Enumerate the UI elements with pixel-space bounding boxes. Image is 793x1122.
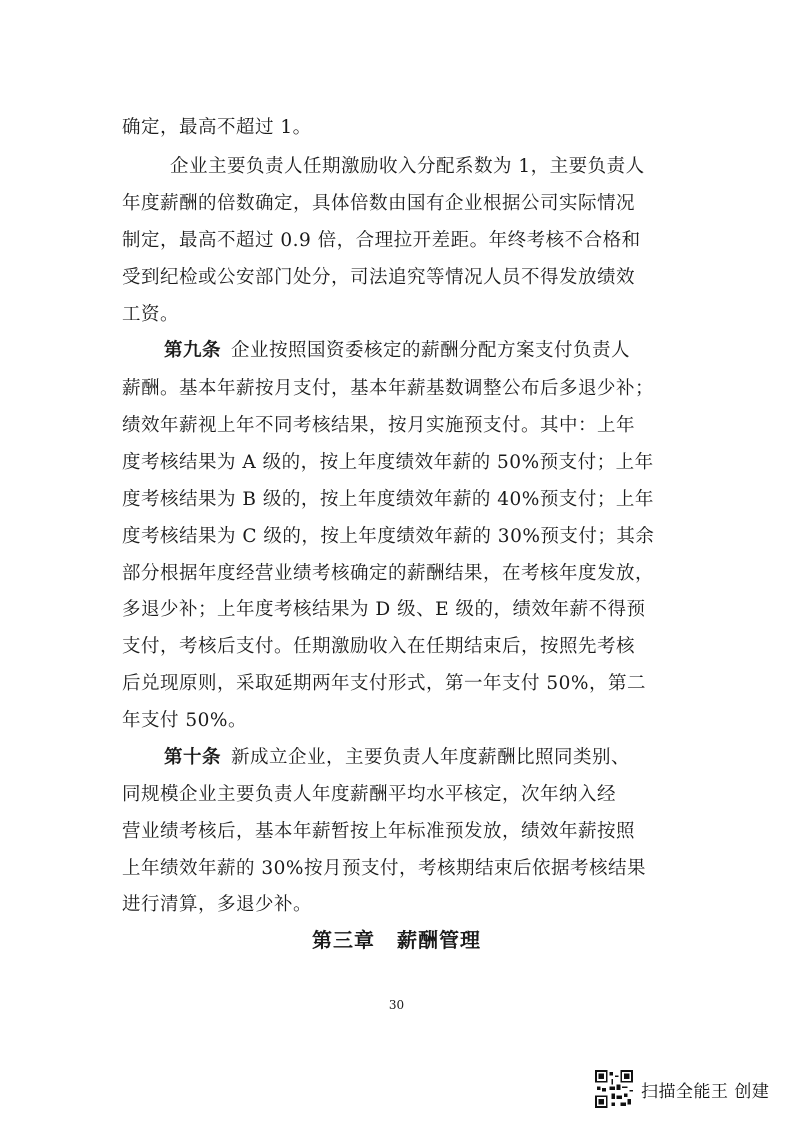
article-10-line [164, 746, 630, 770]
text-line: 营业绩考核后，基本年薪暂按上年标准预发放，绩效年薪按照 [122, 821, 636, 842]
chapter-title: 薪酬管理 [397, 928, 481, 952]
text-line: 部分根据年度经营业绩考核确定的薪酬结果，在考核年度发放， [122, 563, 655, 584]
text-line: 确定，最高不超过 1。 [122, 117, 312, 138]
text-line: 度考核结果为 B 级的，按上年度绩效年薪的 40%预支付；上年 [122, 489, 654, 510]
text-line: 新成立企业，主要负责人年度薪酬比照同类别、 [231, 747, 631, 768]
text-line: 进行清算，多退少补。 [122, 894, 313, 915]
text-line: 绩效年薪视上年不同考核结果，按月实施预支付。其中：上年 [122, 415, 636, 436]
text-line: 年支付 50%。 [122, 710, 248, 731]
text-line: 企业主要负责人任期激励收入分配系数为 1，主要负责人 [170, 156, 645, 177]
text-line: 后兑现原则，采取延期两年支付形式，第一年支付 50%，第二 [122, 673, 647, 694]
article-9-line [164, 339, 630, 363]
text-line: 多退少补；上年度考核结果为 D 级、E 级的，绩效年薪不得预 [122, 599, 646, 620]
text-line: 度考核结果为 C 级的，按上年度绩效年薪的 30%预支付；其余 [122, 526, 655, 547]
text-line: 度考核结果为 A 级的，按上年度绩效年薪的 50%预支付；上年 [122, 452, 654, 473]
text-line: 受到纪检或公安部门处分，司法追究等情况人员不得发放绩效 [122, 267, 636, 288]
page-number: 30 [388, 998, 405, 1012]
watermark-text: 扫描全能王 创建 [641, 1081, 770, 1102]
qr-code-icon [595, 1070, 633, 1108]
chapter-heading [0, 924, 793, 953]
text-line: 同规模企业主要负责人年度薪酬平均水平核定，次年纳入经 [122, 784, 617, 805]
text-line: 工资。 [122, 304, 180, 325]
text-line: 制定，最高不超过 0.9 倍，合理拉开差距。年终考核不合格和 [122, 230, 641, 251]
scanner-watermark [595, 1066, 785, 1112]
text-line: 薪酬。基本年薪按月支付，基本年薪基数调整公布后多退少补； [122, 378, 655, 399]
text-line: 企业按照国资委核定的薪酬分配方案支付负责人 [231, 340, 631, 361]
article-9-title: 第九条 [164, 340, 222, 361]
text-line: 支付，考核后支付。任期激励收入在任期结束后，按照先考核 [122, 636, 636, 657]
text-line: 年度薪酬的倍数确定，具体倍数由国有企业根据公司实际情况 [122, 193, 636, 214]
text-line: 上年绩效年薪的 30%按月预支付，考核期结束后依据考核结果 [122, 858, 647, 879]
article-10-title: 第十条 [164, 747, 222, 768]
chapter-number: 第三章 [312, 928, 375, 952]
